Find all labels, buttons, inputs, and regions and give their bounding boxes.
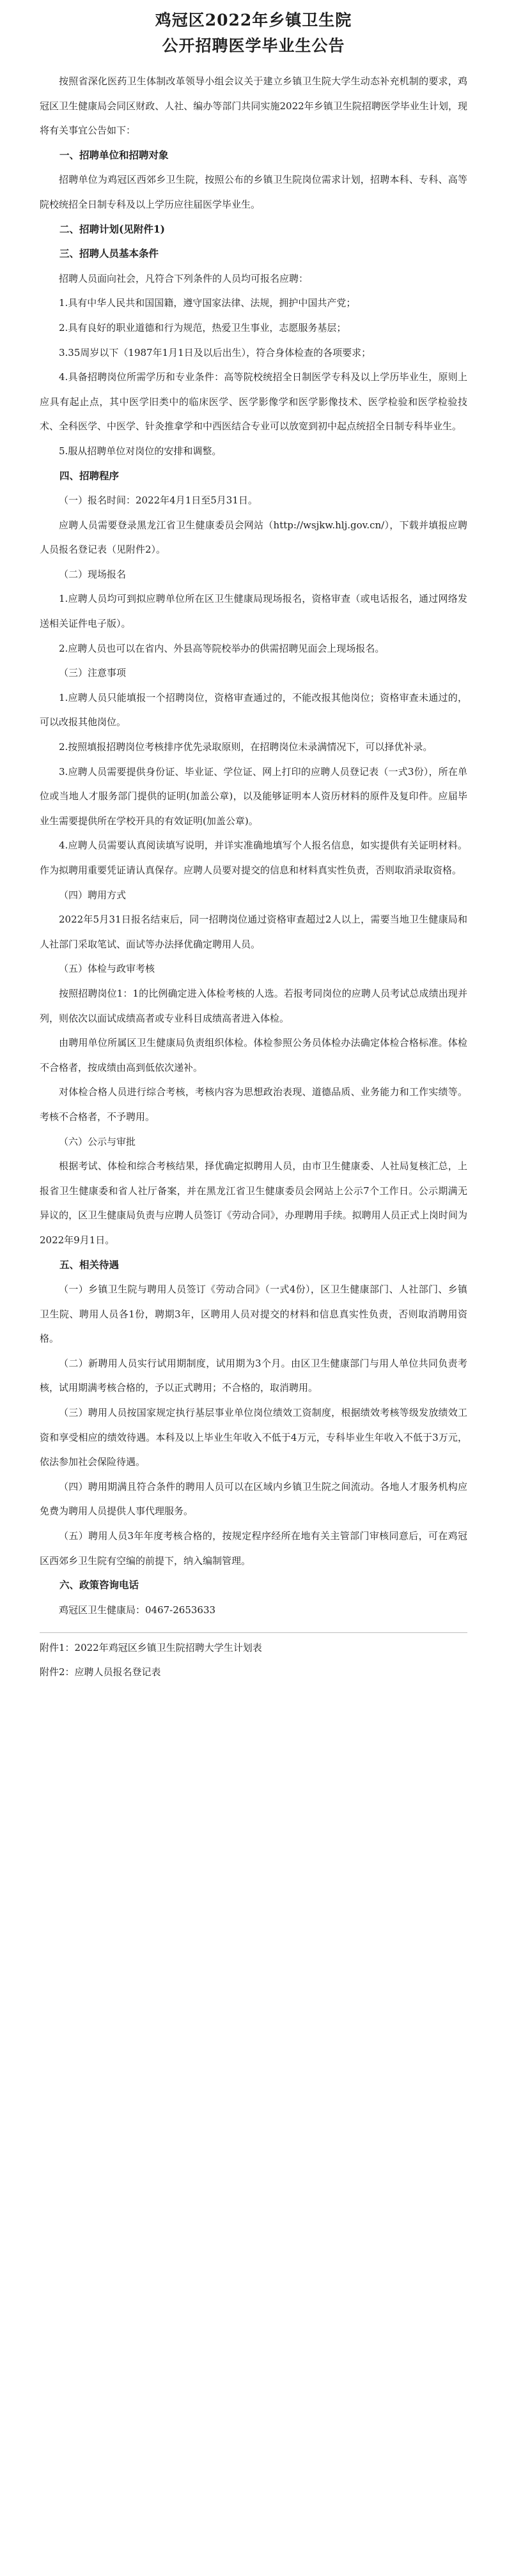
note-item-3: 3.应聘人员需要提供身份证、毕业证、学位证、网上打印的应聘人员登记表（一式3份），所在单位或当地人才服务部门提供的证明(加盖公章)，以及能够证明本人资历材料的原件及复印件。应届毕业生需要提供所在学校开具的有效证明(加盖公章)。: [40, 765, 467, 827]
onsite-item-1: 1.应聘人员均可到拟应聘单位所在区卫生健康局现场报名，资格审查（或电话报名，通过网络发送相关证件电子版）。: [40, 593, 467, 630]
section-heading-3: 三、招聘人员基本条件: [59, 247, 159, 260]
title-line-2: 公开招聘医学毕业生公告: [162, 36, 345, 55]
condition-5: 5.服从招聘单位对岗位的安排和调整。: [59, 445, 222, 457]
medical-exam-paragraph-3: 对体检合格人员进行综合考核，考核内容为思想政治表现、道德品质、业务能力和工作实绩等。考核不合格者，不予聘用。: [40, 1086, 467, 1123]
note-item-4: 4.应聘人员需要认真阅读填写说明，并详实准确地填写个人报名信息，如实提供有关证明材料。作为拟聘用重要凭证请认真保存。应聘人员要对提交的信息和材料真实性负责，否则取消录取资格。: [40, 839, 467, 876]
announcement-body: [40, 69, 467, 1684]
section-heading-2: 二、招聘计划(见附件1): [59, 222, 165, 235]
title-line-1: 鸡冠区2022年乡镇卫生院: [155, 11, 352, 29]
benefit-item-5: （五）聘用人员3年年度考核合格的，按规定程序经所在地有关主管部门审核同意后，可在鸡冠区西郊乡卫生院有空编的前提下，纳入编制管理。: [40, 1530, 467, 1567]
note-item-2: 2.按照填报招聘岗位考核排序优先录取原则，在招聘岗位未录满情况下，可以择优补录。: [59, 741, 433, 753]
intro-paragraph: 按照省深化医药卫生体制改革领导小组会议关于建立乡镇卫生院大学生动态补充机制的要求，鸡冠区卫生健康局会同区财政、人社、编办等部门共同实施2022年乡镇卫生院招聘医学毕业生计划，现将有关事宜公告如下：: [40, 75, 467, 137]
section-1-paragraph: 招聘单位为鸡冠区西郊乡卫生院，按照公布的乡镇卫生院岗位需求计划，招聘本科、专科、高等院校统招全日制专科及以上学历应往届医学毕业生。: [40, 174, 467, 210]
condition-4: 4.具备招聘岗位所需学历和专业条件：高等院校统招全日制医学专科及以上学历毕业生，原则上应具有起止点，其中医学旧类中的临床医学、医学影像学和医学影像技术、医学检验和医学检验技术、全科医学、中医学、针灸推拿学和中西医结合专业可以放宽到初中起点统招全日制专科毕业生。: [40, 371, 467, 433]
benefit-item-2: （二）新聘用人员实行试用期制度，试用期为3个月。由区卫生健康部门与用人单位共同负责考核，试用期满考核合格的，予以正式聘用；不合格的，取消聘用。: [40, 1357, 467, 1394]
registration-website-paragraph: 应聘人员需要登录黑龙江省卫生健康委员会网站（http://wsjkw.hlj.gov.cn/），下载并填报应聘人员报名登记表（见附件2）。: [40, 519, 467, 556]
hiring-method-paragraph: 2022年5月31日报名结束后，同一招聘岗位通过资格审查超过2人以上，需要当地卫生健康局和人社部门采取笔试、面试等办法择优确定聘用人员。: [40, 914, 467, 950]
page-title: [40, 8, 467, 59]
section-heading-5: 五、相关待遇: [59, 1258, 120, 1271]
condition-1: 1.具有中华人民共和国国籍，遵守国家法律、法规，拥护中国共产党；: [59, 297, 356, 309]
publicity-paragraph: 根据考试、体检和综合考核结果，择优确定拟聘用人员，由市卫生健康委、人社局复核汇总，上报省卫生健康委和省人社厅备案，并在黑龙江省卫生健康委员会网站上公示7个工作日。公示期满无异议的，区卫生健康局负责与应聘人员签订《劳动合同》，办理聘用手续。拟聘用人员正式上岗时间为2022年9月1日。: [40, 1160, 467, 1246]
medical-exam-paragraph-2: 由聘用单位所属区卫生健康局负责组织体检。体检参照公务员体检办法确定体检合格标准。体检不合格者，按成绩由高到低依次递补。: [40, 1037, 467, 1073]
attachment-divider: [40, 1632, 467, 1633]
medical-exam-paragraph-1: 按照招聘岗位1：1的比例确定进入体检考核的人选。若报考同岗位的应聘人员考试总成绩出现并列，则依次以面试成绩高者或专业科目成绩高者进入体检。: [40, 987, 467, 1024]
attachment-1-link[interactable]: 附件1：2022年鸡冠区乡镇卫生院招聘大学生计划表: [40, 1642, 262, 1654]
benefit-item-1: （一）乡镇卫生院与聘用人员签订《劳动合同》（一式4份），区卫生健康部门、人社部门、乡镇卫生院、聘用人员各1份，聘期3年，区聘用人员对提交的材料和信息真实性负责，否则取消聘用资格。: [40, 1284, 467, 1345]
onsite-item-2: 2.应聘人员也可以在省内、外县高等院校举办的供需招聘见面会上现场报名。: [59, 642, 385, 654]
section-heading-6: 六、政策咨询电话: [59, 1579, 139, 1591]
note-item-1: 1.应聘人员只能填报一个招聘岗位，资格审查通过的，不能改报其他岗位；资格审查未通过的，可以改报其他岗位。: [40, 691, 467, 728]
section-3-intro: 招聘人员面向社会，凡符合下列条件的人员均可报名应聘：: [59, 272, 309, 284]
subheading-notes: （三）注意事项: [59, 667, 127, 679]
subheading-medical-exam: （五）体检与政审考核: [59, 963, 155, 975]
condition-2: 2.具有良好的职业道德和行为规范，热爱卫生事业，志愿服务基层；: [59, 321, 347, 334]
attachment-2-link[interactable]: 附件2：应聘人员报名登记表: [40, 1666, 161, 1678]
subheading-registration-time: （一）报名时间：2022年4月1日至5月31日。: [59, 494, 258, 507]
section-heading-1: 一、招聘单位和招聘对象: [59, 148, 169, 161]
section-heading-4: 四、招聘程序: [59, 469, 120, 482]
condition-3: 3.35周岁以下（1987年1月1日及以后出生），符合身体检查的各项要求；: [59, 346, 371, 358]
benefit-item-3: （三）聘用人员按国家规定执行基层事业单位岗位绩效工资制度，根据绩效考核等级发放绩效工资和享受相应的绩效待遇。本科及以上毕业生年收入不低于4万元，专科毕业生年收入不低于3万元，依法参加社会保险待遇。: [40, 1407, 467, 1468]
subheading-onsite-registration: （二）现场报名: [59, 568, 127, 580]
contact-phone: 鸡冠区卫生健康局：0467-2653633: [59, 1604, 216, 1616]
benefit-item-4: （四）聘用期满且符合条件的聘用人员可以在区域内乡镇卫生院之间流动。各地人才服务机构应免费为聘用人员提供人事代理服务。: [40, 1480, 467, 1517]
subheading-hiring-method: （四）聘用方式: [59, 889, 127, 901]
subheading-publicity: （六）公示与审批: [59, 1135, 136, 1147]
